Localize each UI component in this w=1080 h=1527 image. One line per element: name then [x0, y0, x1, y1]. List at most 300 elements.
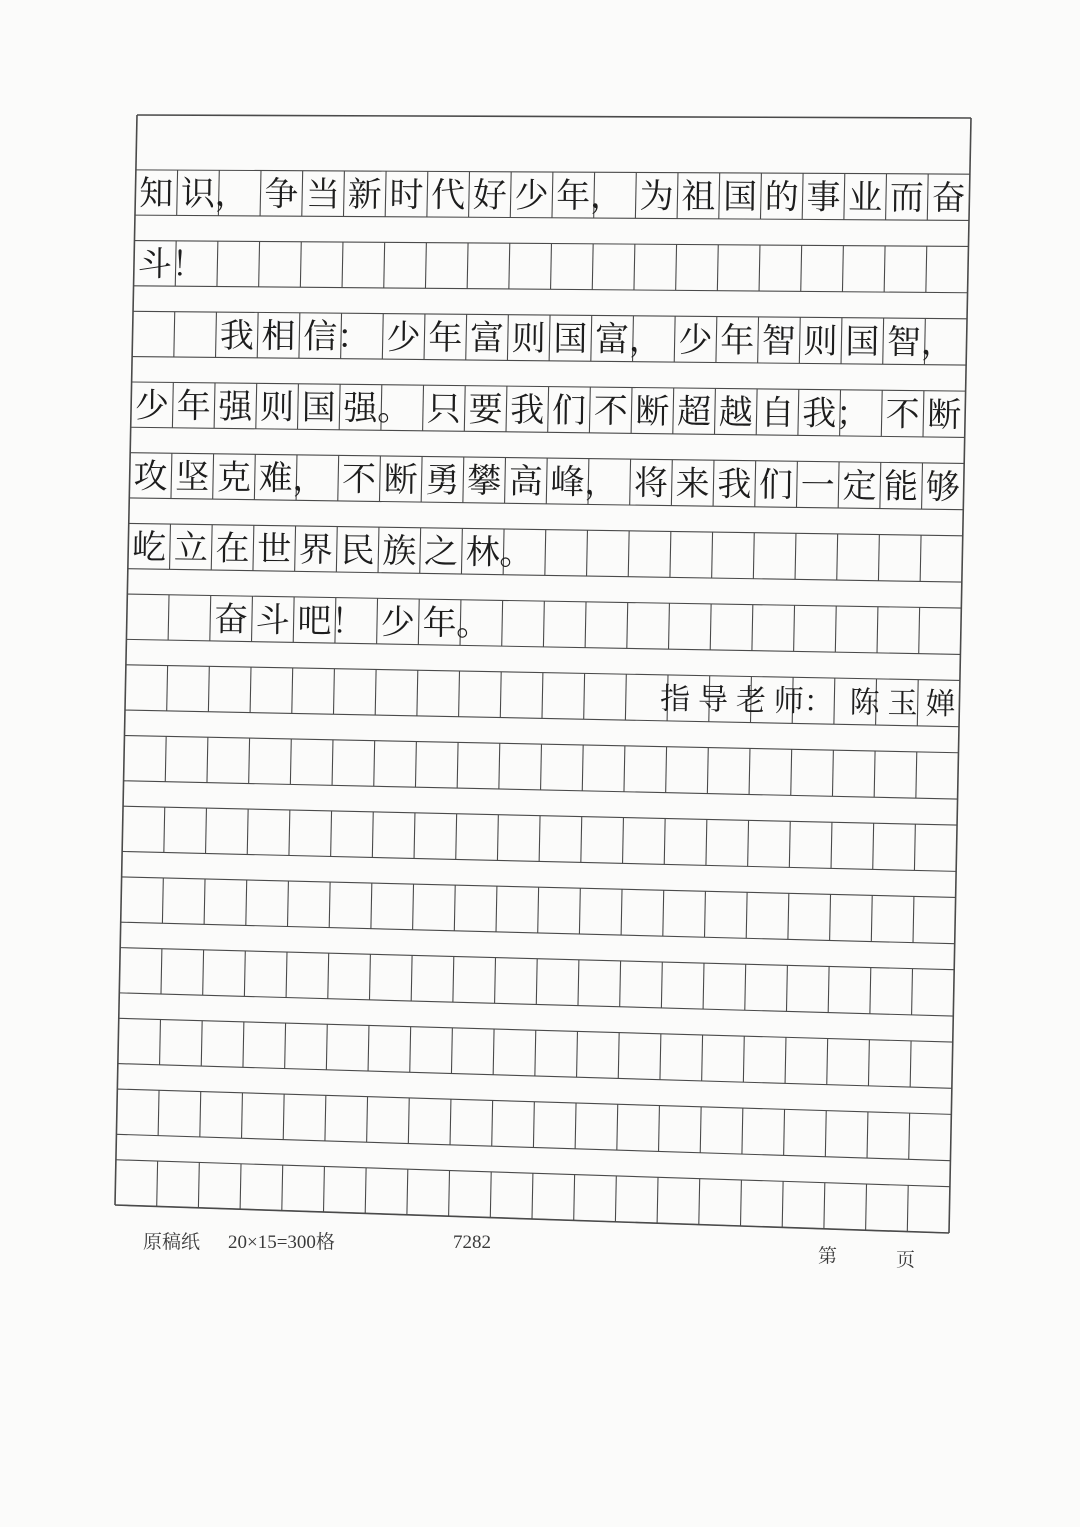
cell-divider — [168, 595, 169, 640]
cell-divider — [290, 739, 291, 784]
cell-divider — [584, 673, 585, 719]
essay-char: 界 — [298, 529, 334, 571]
cell-divider — [552, 172, 553, 218]
cell-divider — [417, 670, 418, 716]
essay-char: 吧 — [297, 601, 332, 642]
essay-char: 智 — [761, 321, 797, 362]
cell-divider — [246, 880, 247, 925]
essay-char: 斗 — [255, 600, 291, 641]
essay-char: 新 — [347, 174, 382, 216]
cell-divider — [802, 173, 803, 219]
cell-divider — [785, 1037, 786, 1083]
cell-divider — [325, 1095, 326, 1141]
cell-divider — [666, 747, 667, 793]
cell-divider — [449, 1171, 450, 1217]
cell-divider — [617, 1104, 618, 1150]
cell-divider — [283, 1094, 284, 1139]
cell-divider — [660, 1034, 661, 1080]
cell-divider — [916, 752, 917, 798]
page-label-ye: 页 — [896, 1249, 916, 1271]
cell-divider — [912, 969, 913, 1015]
cell-divider — [342, 242, 343, 288]
essay-char: 当 — [305, 174, 341, 216]
essay-char: 我 — [717, 464, 752, 505]
essay-char: 而 — [889, 177, 925, 219]
cell-divider — [336, 526, 337, 572]
cell-divider — [413, 884, 414, 930]
cell-divider — [673, 388, 674, 434]
essay-char: 高 — [508, 461, 544, 503]
cell-divider — [791, 749, 792, 795]
cell-divider — [502, 600, 503, 646]
cell-divider — [760, 173, 761, 219]
cell-divider — [247, 809, 248, 854]
essay-char: 少 — [678, 320, 713, 361]
cell-divider — [418, 599, 419, 645]
cell-divider — [870, 968, 871, 1014]
cell-divider — [375, 669, 376, 715]
cell-divider — [923, 391, 924, 437]
cell-divider — [454, 885, 455, 931]
cell-divider — [490, 1172, 491, 1218]
essay-char: 争 — [264, 174, 299, 215]
essay-char: 坚 — [175, 457, 210, 498]
cell-divider — [408, 1098, 409, 1144]
cell-divider — [499, 743, 500, 789]
cell-divider — [842, 246, 843, 292]
cell-divider — [500, 672, 501, 718]
essay-char: ， — [628, 319, 664, 361]
cell-divider — [509, 243, 510, 289]
cell-divider — [824, 1183, 825, 1229]
cell-divider — [794, 605, 795, 651]
essay-char: 为 — [639, 176, 674, 217]
essay-char: 断 — [927, 395, 962, 436]
essay-char: 识 — [180, 173, 216, 215]
essay-char: 。 — [456, 603, 491, 645]
cell-divider — [379, 456, 380, 502]
grid-spec: 20×15=300格 — [228, 1232, 335, 1253]
cell-divider — [368, 1025, 369, 1071]
cell-divider — [883, 318, 884, 364]
essay-char: ！ — [171, 244, 206, 286]
cell-divider — [208, 666, 209, 711]
cell-divider — [549, 315, 550, 361]
cell-divider — [288, 881, 289, 926]
cell-divider — [249, 738, 250, 783]
cell-divider — [339, 384, 340, 430]
cell-divider — [627, 603, 628, 649]
cell-divider — [786, 965, 787, 1011]
cell-divider — [457, 742, 458, 788]
cell-divider — [198, 1162, 199, 1207]
essay-char: 信 — [303, 316, 338, 358]
cell-divider — [536, 959, 537, 1005]
essay-char: 事 — [806, 177, 841, 218]
essay-char: 强 — [343, 388, 378, 429]
cell-divider — [371, 883, 372, 929]
cell-divider — [423, 385, 424, 431]
essay-char: 断 — [635, 391, 670, 433]
essay-char: 指 — [659, 681, 691, 718]
paper-code: 7282 — [453, 1232, 491, 1253]
cell-divider — [907, 1185, 908, 1231]
cell-divider — [256, 383, 257, 428]
cell-divider — [213, 454, 214, 499]
essay-char: 来 — [675, 463, 710, 505]
essay-char: 的 — [764, 177, 799, 218]
cell-divider — [587, 530, 588, 576]
cell-divider — [329, 882, 330, 928]
cell-divider — [784, 1109, 785, 1155]
essay-char: 导 — [697, 682, 729, 718]
essay-char: ， — [214, 174, 249, 215]
cell-divider — [492, 1100, 493, 1146]
cell-divider — [295, 526, 296, 571]
cell-divider — [719, 173, 720, 219]
cell-divider — [743, 1036, 744, 1082]
cell-divider — [410, 1027, 411, 1073]
essay-char: 攀 — [466, 461, 502, 502]
cell-divider — [548, 387, 549, 433]
cell-divider — [415, 742, 416, 788]
cell-divider — [782, 1181, 783, 1227]
cell-divider — [510, 172, 511, 218]
cell-divider — [332, 740, 333, 786]
cell-divider — [160, 1020, 161, 1065]
cell-divider — [795, 533, 796, 579]
cell-divider — [831, 822, 832, 868]
cell-divider — [922, 463, 923, 509]
cell-divider — [914, 824, 915, 870]
essay-char: 奋 — [931, 178, 966, 219]
essay-char: 自 — [760, 393, 795, 434]
essay-char: 国 — [845, 321, 880, 363]
essay-char: 国 — [553, 319, 588, 360]
cell-divider — [867, 1112, 868, 1158]
cell-divider — [158, 1090, 159, 1135]
cell-divider — [589, 387, 590, 433]
essay-char: ， — [292, 458, 327, 500]
essay-char: 不 — [341, 459, 377, 500]
cell-divider — [700, 1107, 701, 1153]
cell-divider — [881, 390, 882, 436]
cell-divider — [663, 890, 664, 936]
cell-divider — [579, 888, 580, 934]
cell-divider — [172, 382, 173, 427]
cell-divider — [630, 459, 631, 505]
cell-divider — [252, 596, 253, 641]
cell-divider — [920, 535, 921, 581]
essay-char: 陈 — [849, 685, 880, 721]
cell-divider — [543, 601, 544, 647]
essay-char: 我 — [801, 393, 837, 434]
essay-char: 够 — [925, 467, 961, 508]
cell-divider — [749, 748, 750, 794]
cell-divider — [414, 813, 415, 859]
cell-divider — [374, 741, 375, 787]
cell-divider — [873, 823, 874, 869]
cell-divider — [469, 172, 470, 218]
essay-char: 富 — [594, 319, 630, 360]
cell-divider — [161, 949, 162, 994]
essay-char: 我 — [219, 315, 255, 357]
cell-divider — [796, 461, 797, 507]
cell-divider — [628, 531, 629, 577]
cell-divider — [369, 954, 370, 1000]
essay-char: 知 — [139, 173, 174, 215]
essay-char: 奋 — [213, 599, 249, 640]
essay-char: 要 — [468, 389, 503, 431]
essay-char: 林 — [465, 532, 500, 573]
cell-divider — [507, 315, 508, 361]
essay-char: 斗 — [137, 244, 173, 285]
cell-divider — [592, 244, 593, 290]
cell-divider — [705, 891, 706, 937]
cell-divider — [838, 462, 839, 508]
essay-char: 。 — [376, 388, 412, 430]
essay-char: 在 — [215, 528, 250, 570]
cell-divider — [282, 1165, 283, 1210]
cell-divider — [214, 383, 215, 428]
cell-divider — [384, 242, 385, 288]
cell-divider — [535, 1030, 536, 1076]
cell-divider — [326, 1024, 327, 1070]
cell-divider — [451, 1028, 452, 1074]
cell-divider — [788, 893, 789, 939]
essay-char: ： — [336, 317, 372, 358]
essay-char: ； — [835, 394, 871, 435]
cell-divider — [710, 604, 711, 650]
essay-char: 祖 — [681, 176, 716, 218]
cell-divider — [162, 878, 163, 923]
cell-divider — [257, 312, 258, 357]
essay-char: 难 — [258, 458, 293, 499]
cell-divider — [703, 963, 704, 1009]
cell-divider — [591, 315, 592, 361]
essay-char: 年 — [422, 603, 457, 644]
cell-divider — [260, 171, 261, 216]
cell-divider — [216, 312, 217, 357]
cell-divider — [789, 821, 790, 867]
cell-divider — [343, 171, 344, 217]
cell-divider — [631, 387, 632, 433]
cell-divider — [427, 171, 428, 217]
essay-char: ！ — [331, 601, 366, 643]
cell-divider — [165, 736, 166, 781]
essay-char: 相 — [261, 316, 296, 357]
essay-char: 老 — [735, 683, 767, 719]
cell-divider — [324, 1166, 325, 1212]
cell-divider — [716, 317, 717, 363]
cell-divider — [382, 314, 383, 360]
essay-char: ， — [589, 176, 625, 217]
cell-divider — [421, 456, 422, 502]
essay-char: 年 — [176, 386, 211, 427]
cell-divider — [748, 820, 749, 866]
cell-divider — [200, 1092, 201, 1137]
cell-divider — [497, 815, 498, 861]
cell-divider — [217, 241, 218, 286]
cell-divider — [253, 525, 254, 570]
cell-divider — [545, 530, 546, 576]
essay-char: 克 — [216, 457, 252, 499]
cell-divider — [378, 527, 379, 573]
essay-char: 。 — [499, 533, 534, 574]
cell-divider — [798, 389, 799, 435]
essay-char: 年 — [720, 320, 755, 362]
cell-divider — [289, 810, 290, 855]
cell-divider — [577, 1031, 578, 1077]
essay-char: 婵 — [925, 686, 956, 723]
page-label-di: 第 — [818, 1245, 838, 1267]
essay-char: 时 — [389, 175, 424, 216]
cell-divider — [625, 674, 626, 720]
essay-handwriting — [132, 174, 966, 722]
cell-divider — [467, 243, 468, 289]
essay-char: 断 — [383, 460, 418, 501]
cell-divider — [664, 818, 665, 864]
cell-divider — [456, 814, 457, 860]
cell-divider — [799, 317, 800, 363]
cell-divider — [170, 524, 171, 569]
essay-char: 玉 — [887, 686, 918, 722]
cell-divider — [713, 460, 714, 506]
essay-char: 国 — [301, 387, 336, 429]
cell-divider — [177, 170, 178, 215]
cell-divider — [578, 960, 579, 1006]
cell-divider — [532, 1173, 533, 1219]
cell-divider — [299, 313, 300, 358]
essay-char: 能 — [883, 466, 919, 508]
essay-char: 好 — [472, 175, 508, 216]
essay-char: 师 — [773, 683, 805, 720]
essay-char: 年 — [428, 317, 463, 359]
cell-divider — [884, 246, 885, 292]
essay-char: 民 — [340, 530, 375, 571]
cell-divider — [621, 889, 622, 935]
cell-divider — [669, 603, 670, 649]
cell-divider — [742, 1108, 743, 1154]
cell-divider — [753, 533, 754, 579]
cell-divider — [385, 171, 386, 217]
cell-divider — [634, 244, 635, 290]
cell-divider — [866, 1184, 867, 1230]
cell-divider — [714, 388, 715, 434]
cell-divider — [533, 1102, 534, 1148]
cell-divider — [204, 879, 205, 924]
cell-divider — [242, 1093, 243, 1138]
cell-divider — [618, 1033, 619, 1079]
cell-divider — [871, 895, 872, 941]
cell-divider — [367, 1097, 368, 1143]
cell-divider — [825, 1111, 826, 1157]
cell-divider — [420, 528, 421, 574]
cell-divider — [886, 174, 887, 220]
essay-char: 智 — [886, 322, 922, 363]
essay-char: 代 — [430, 175, 466, 216]
cell-divider — [254, 454, 255, 499]
cell-divider — [827, 1039, 828, 1085]
cell-divider — [699, 1179, 700, 1225]
cell-divider — [206, 808, 207, 853]
essay-char: 攻 — [133, 456, 168, 498]
cell-divider — [453, 956, 454, 1002]
essay-char: 则 — [511, 318, 546, 360]
cell-divider — [926, 246, 927, 292]
cell-divider — [551, 244, 552, 290]
cell-divider — [585, 602, 586, 648]
cell-divider — [240, 1164, 241, 1209]
cell-divider — [411, 955, 412, 1001]
essay-char: ， — [920, 322, 955, 364]
essay-char: 之 — [423, 531, 459, 573]
cell-divider — [624, 746, 625, 792]
frame-right — [949, 118, 971, 1233]
cell-divider — [574, 1175, 575, 1221]
essay-char: 年 — [556, 176, 591, 217]
cell-divider — [878, 535, 879, 581]
cell-divider — [243, 1022, 244, 1067]
essay-char: 强 — [218, 386, 253, 428]
cell-divider — [450, 1099, 451, 1145]
essay-char: 则 — [259, 387, 295, 428]
cell-divider — [746, 892, 747, 938]
cell-divider — [661, 962, 662, 1008]
cell-divider — [377, 598, 378, 644]
cell-divider — [463, 457, 464, 503]
cell-divider — [464, 386, 465, 432]
cell-divider — [752, 605, 753, 651]
cell-divider — [759, 245, 760, 291]
cell-divider — [717, 245, 718, 291]
essay-char: 屹 — [131, 527, 167, 568]
essay-char: ： — [803, 684, 834, 720]
cell-divider — [707, 748, 708, 794]
cell-divider — [285, 1023, 286, 1068]
essay-char: 越 — [718, 392, 753, 434]
cell-divider — [758, 317, 759, 363]
cell-divider — [210, 596, 211, 641]
cell-divider — [300, 242, 301, 287]
cell-divider — [581, 817, 582, 863]
cell-divider — [582, 745, 583, 791]
cell-divider — [913, 896, 914, 942]
cell-divider — [466, 314, 467, 360]
essay-char: 们 — [551, 390, 587, 432]
cell-divider — [834, 678, 835, 724]
cell-divider — [506, 386, 507, 432]
cell-divider — [201, 1021, 202, 1066]
cell-divider — [546, 458, 547, 504]
paper-label: 原稿纸 — [143, 1231, 201, 1253]
cell-divider — [575, 1103, 576, 1149]
cell-divider — [167, 666, 168, 711]
cell-divider — [910, 1041, 911, 1087]
cell-divider — [292, 668, 293, 713]
essay-char: 族 — [382, 531, 417, 572]
essay-char: 少 — [380, 602, 416, 643]
cell-divider — [868, 1040, 869, 1086]
essay-char: 立 — [173, 528, 209, 569]
frame-top — [137, 115, 971, 118]
cell-divider — [635, 172, 636, 218]
essay-char: 少 — [514, 175, 549, 217]
cell-divider — [801, 245, 802, 291]
essay-char: 们 — [758, 465, 794, 506]
cell-divider — [293, 597, 294, 642]
cell-divider — [286, 952, 287, 997]
